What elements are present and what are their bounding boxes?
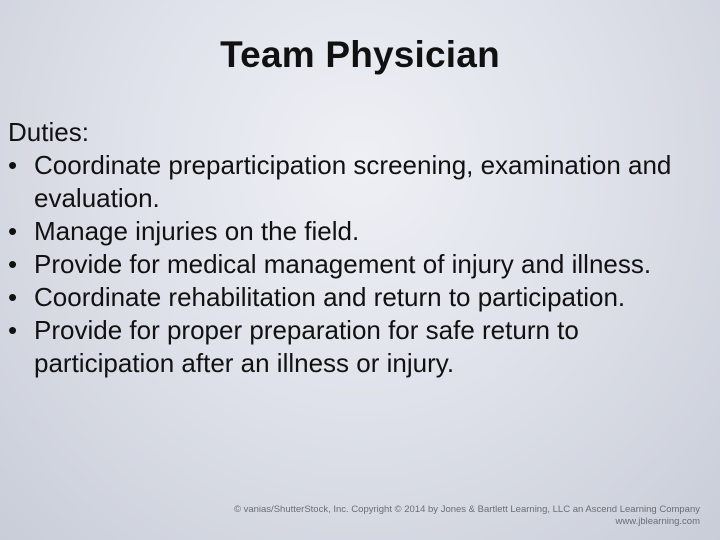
- slide-title: Team Physician: [220, 34, 500, 75]
- bullet-icon: •: [8, 315, 18, 345]
- list-item-text: Manage injuries on the field.: [34, 216, 360, 246]
- list-item: [8, 314, 708, 380]
- bullet-icon: •: [8, 216, 18, 246]
- publisher-url: www.jblearning.com: [615, 516, 700, 527]
- copyright-text: © vanias/ShutterStock, Inc. Copyright © 2014 by Jones & Bartlett Learning, LLC an Ascend Learning Company: [233, 504, 700, 515]
- list-item-text: Coordinate rehabilitation and return to participation.: [34, 282, 626, 312]
- copyright-footer: [234, 504, 700, 528]
- duties-list: [8, 149, 708, 380]
- list-item: [8, 281, 708, 314]
- list-item-text: Provide for medical management of injury and illness.: [34, 249, 652, 279]
- list-item-text: Coordinate preparticipation screening, examination and evaluation.: [34, 150, 672, 213]
- list-item: [8, 248, 708, 281]
- bullet-icon: •: [8, 282, 18, 312]
- duties-heading: Duties:: [8, 117, 89, 147]
- bullet-icon: •: [8, 150, 18, 180]
- list-item-text: Provide for proper preparation for safe return to participation after an illness or injury.: [34, 315, 579, 378]
- list-item: [8, 149, 708, 215]
- list-item: [8, 215, 708, 248]
- bullet-icon: •: [8, 249, 18, 279]
